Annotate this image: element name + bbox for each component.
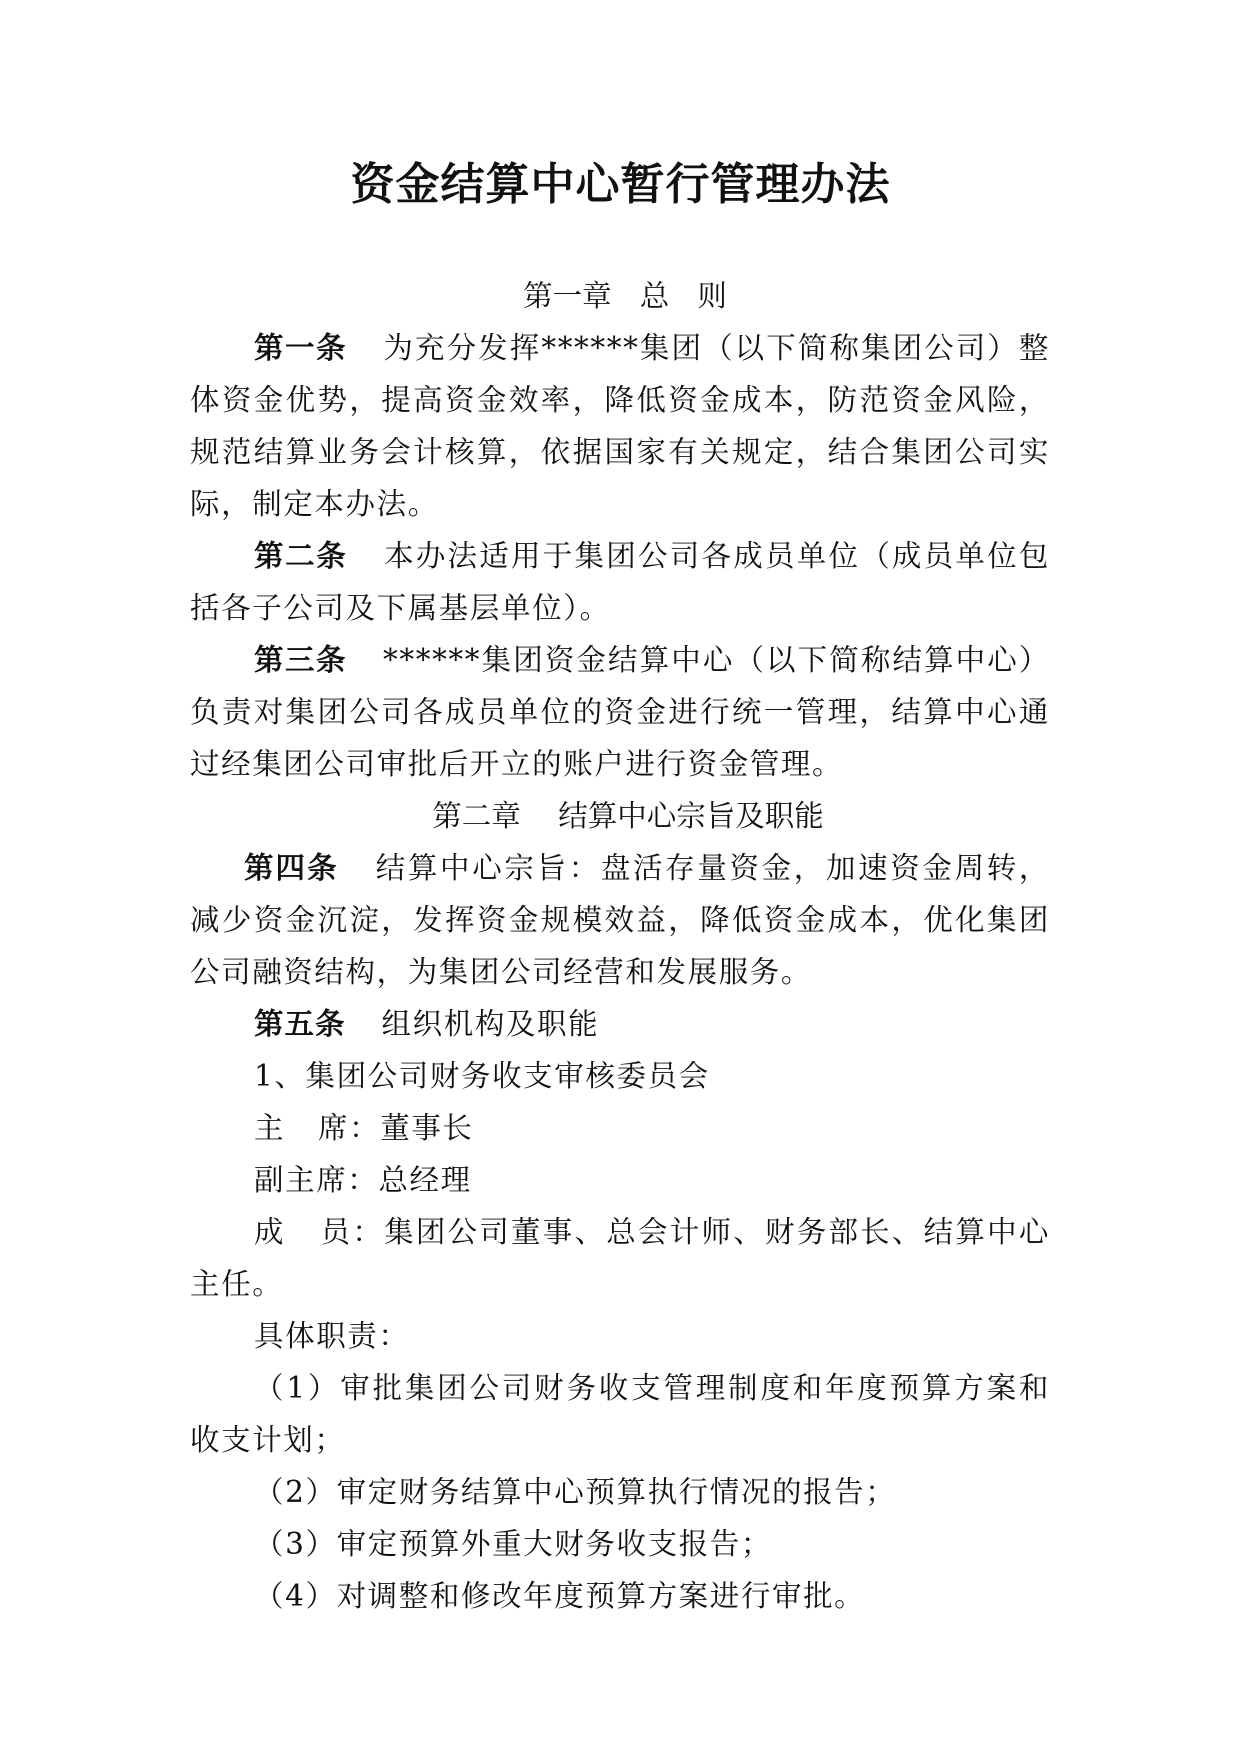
- article-3-label: 第三条: [254, 643, 348, 677]
- duty-item: （4）对调整和修改年度预算方案进行审批。: [254, 1579, 866, 1613]
- article-4-label: 第四条: [244, 851, 339, 885]
- chapter-1-heading: 第一章 总 则: [523, 279, 727, 313]
- chapter-2-heading: 第二章 结算中心宗旨及职能: [432, 799, 824, 833]
- article-1-label: 第一条: [254, 331, 347, 365]
- article-5: [190, 998, 1050, 1050]
- article-3-text: ******集团资金结算中心（以下简称结算中心）负责对集团公司各成员单位的资金进行统一管理，结算中心通过经集团公司审批后开立的账户进行资金管理。: [190, 643, 1050, 781]
- article-2-text: 本办法适用于集团公司各成员单位（成员单位包括各子公司及下属基层单位）。: [190, 539, 1050, 625]
- article-5-label: 第五条: [254, 1007, 346, 1041]
- document-title: 资金结算中心暂行管理办法: [350, 159, 891, 210]
- duties-label: 具体职责：: [254, 1319, 410, 1353]
- chairman-line: 主 席：董事长: [254, 1111, 474, 1145]
- document-body: [190, 270, 1050, 1622]
- duty-item: （3）审定预算外重大财务收支报告；: [254, 1527, 772, 1561]
- members-line: 成 员：集团公司董事、总会计师、财务部长、结算中心主任。: [190, 1215, 1050, 1301]
- article-1-text: 为充分发挥******集团（以下简称集团公司）整体资金优势，提高资金效率，降低资金成本，防范资金风险，规范结算业务会计核算，依据国家有关规定，结合集团公司实际，制定本办法。: [190, 331, 1050, 521]
- duty-item: （1）审批集团公司财务收支管理制度和年度预算方案和收支计划；: [190, 1371, 1050, 1457]
- committee-heading: 1、集团公司财务收支审核委员会: [254, 1059, 710, 1093]
- duty-item: （2）审定财务结算中心预算执行情况的报告；: [254, 1475, 897, 1509]
- article-4: [190, 842, 1050, 998]
- article-2-label: 第二条: [254, 539, 348, 573]
- vice-chairman-line: 副主席：总经理: [254, 1163, 472, 1197]
- article-1: [190, 322, 1050, 530]
- article-2: [190, 530, 1050, 634]
- article-3: [190, 634, 1050, 790]
- article-4-text: 结算中心宗旨：盘活存量资金，加速资金周转，减少资金沉淀，发挥资金规模效益，降低资金成本，优化集团公司融资结构，为集团公司经营和发展服务。: [190, 851, 1050, 989]
- article-5-text: 组织机构及职能: [381, 1007, 600, 1041]
